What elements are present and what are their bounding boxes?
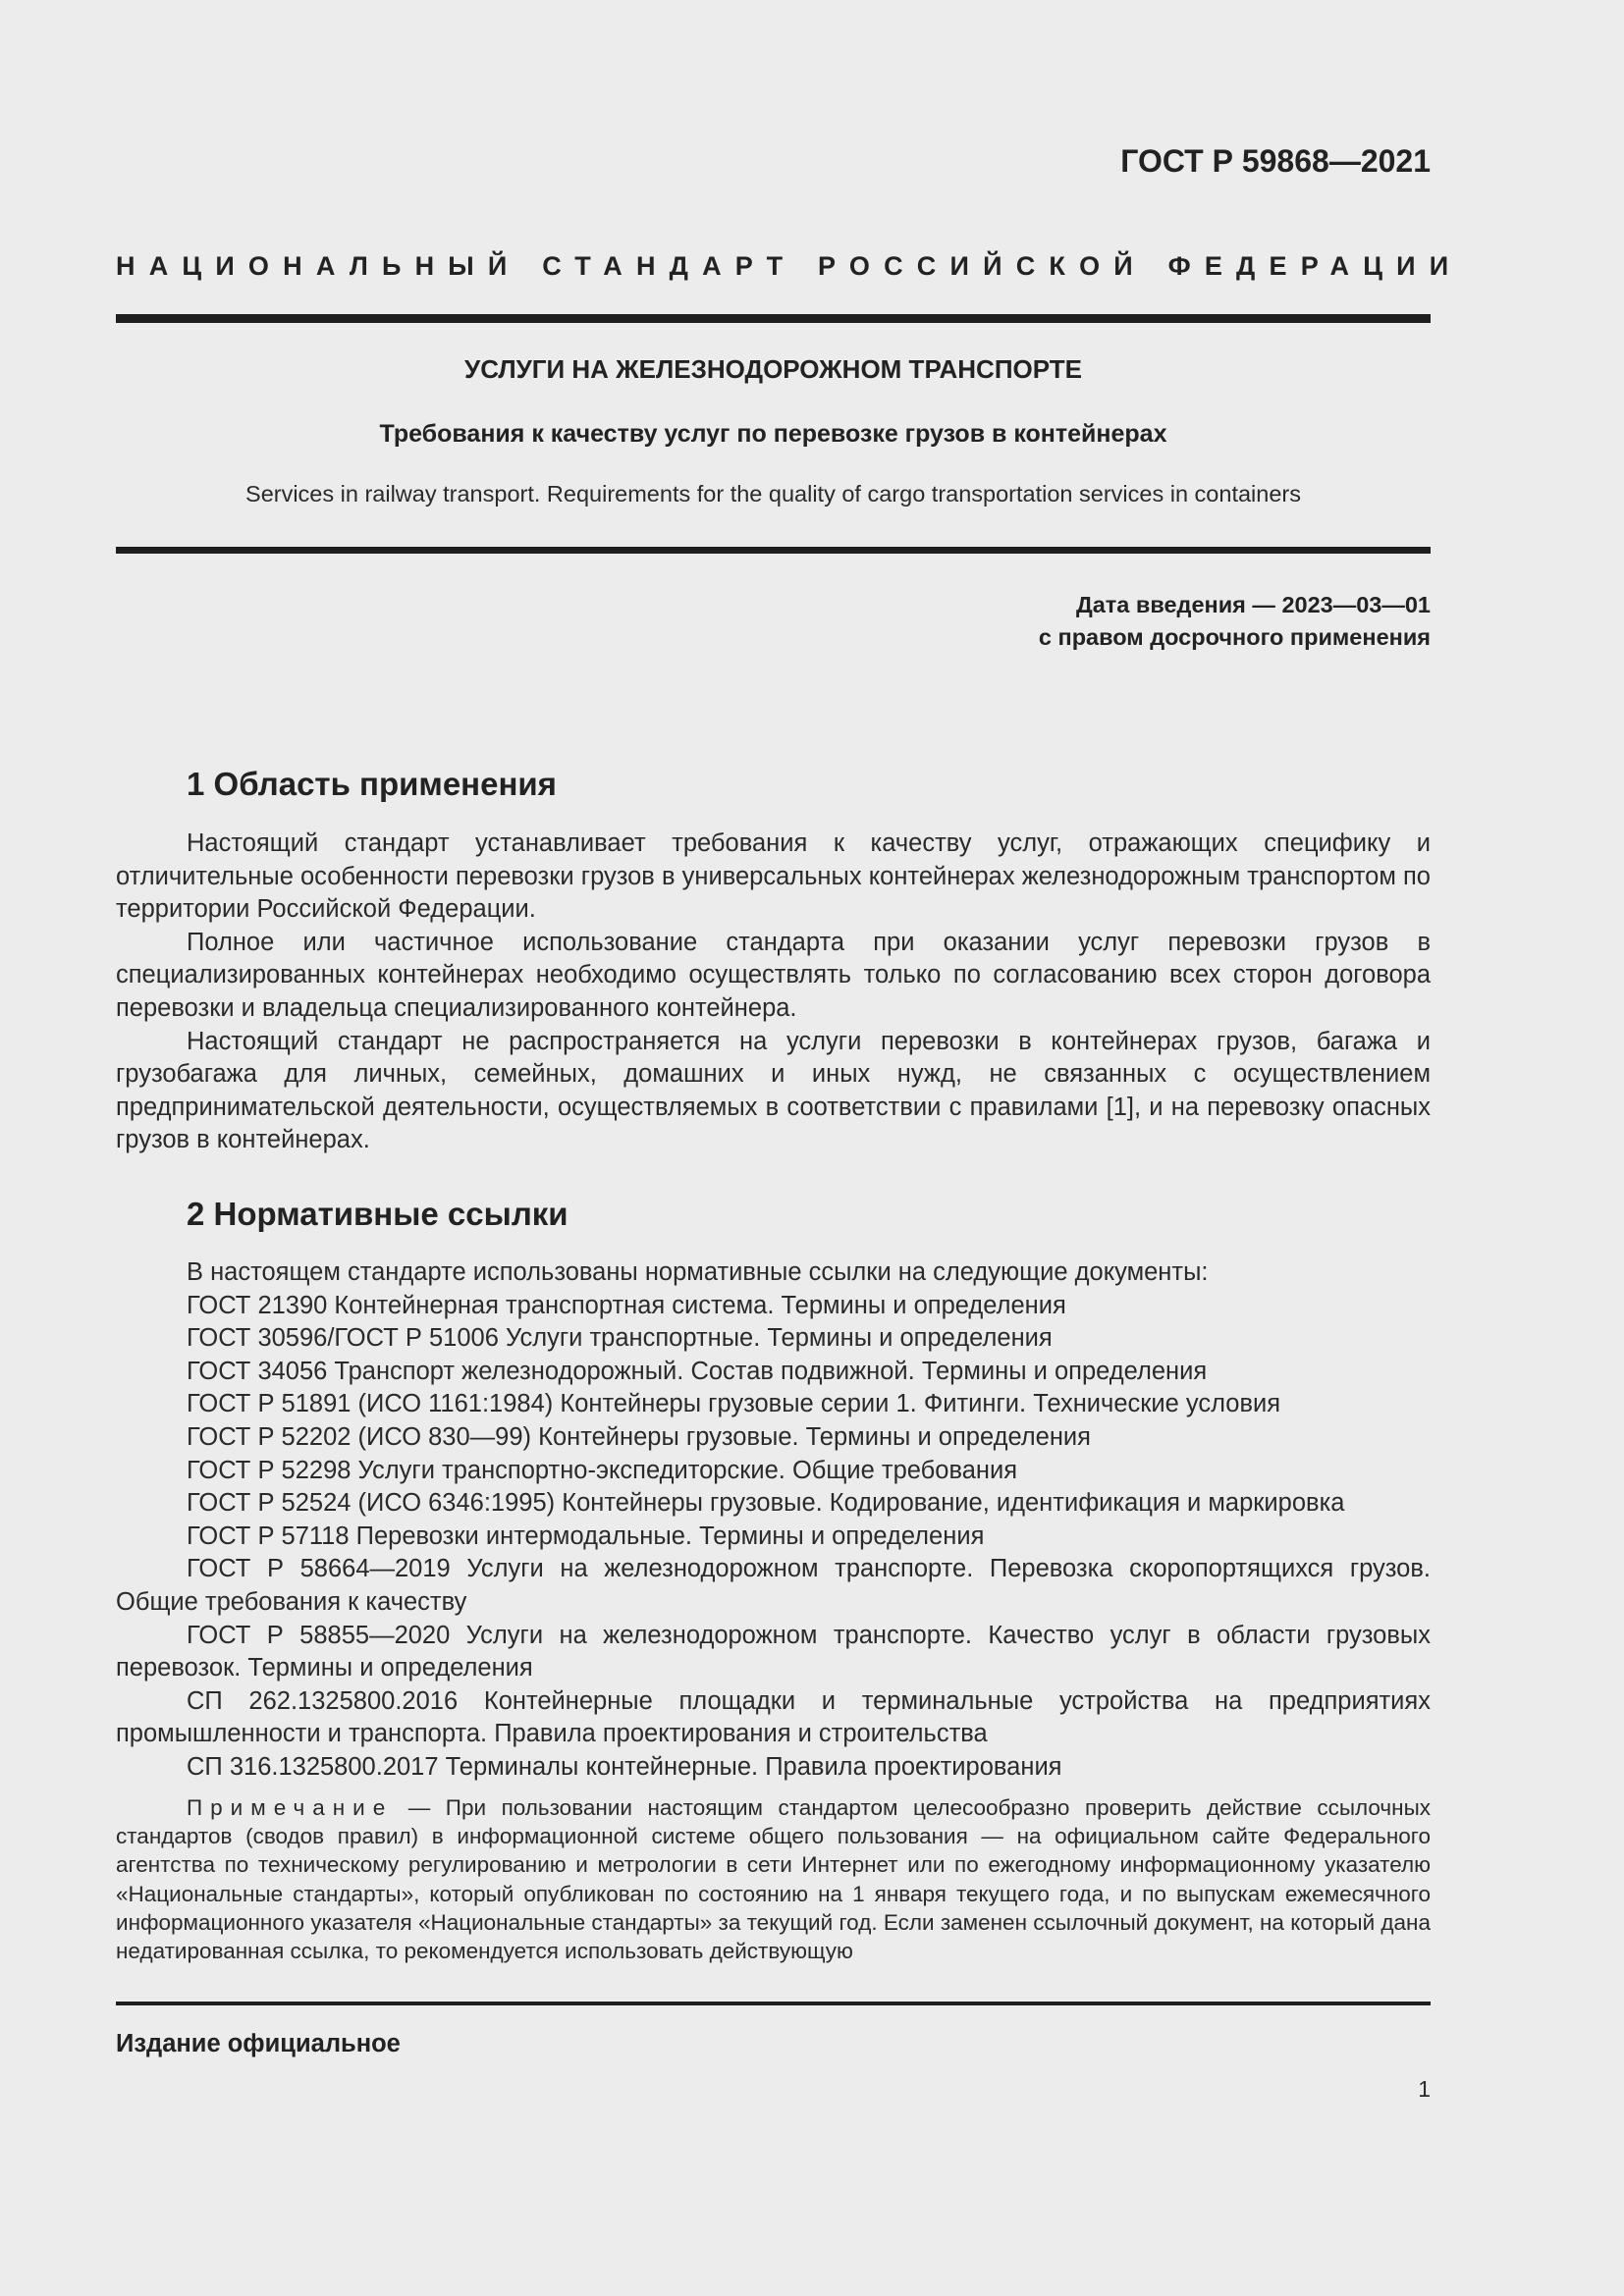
national-standard-banner: НАЦИОНАЛЬНЫЙ СТАНДАРТ РОССИЙСКОЙ ФЕДЕРАЦИИ <box>116 251 1463 281</box>
reference-item: ГОСТ Р 51891 (ИСО 1161:1984) Контейнеры грузовые серии 1. Фитинги. Технические условия <box>187 1390 1281 1418</box>
document-page <box>116 0 1463 2296</box>
references-list <box>116 1256 1431 1785</box>
section-2-heading: 2 Нормативные ссылки <box>187 1196 568 1232</box>
note-text: — При пользовании настоящим стандартом целесообразно проверить действие ссылочных стандартов (сводов правил) в информационной системе общего пользования — на официальном сайте Федерального агентства по техническому регулированию и метрологии в сети Интернет или по ежегодному информационному указателю «Национальные стандарты», который опубликован по состоянию на 1 января текущего года, и по выпускам ежемесячного информационного указателя «Национальные стандарты» за текущий год. Если заменен ссылочный документ, на который дана недатированная ссылка, то рекомендуется использовать действующую <box>116 1795 1431 1964</box>
introduction-date-block <box>1039 589 1431 654</box>
document-title-en: Services in railway transport. Requirements for the quality of cargo transportation services in containers <box>245 481 1301 507</box>
note-label: Примечание <box>187 1795 394 1820</box>
paragraph: Настоящий стандарт устанавливает требования к качеству услуг, отражающих специфику и отличительные особенности перевозки грузов в универсальных контейнерах железнодорожным транспортом по территории Российской Федерации. <box>116 829 1431 924</box>
reference-item: ГОСТ 21390 Контейнерная транспортная система. Термины и определения <box>187 1291 1066 1319</box>
note-block <box>116 1793 1431 1965</box>
reference-item: ГОСТ 34056 Транспорт железнодорожный. Состав подвижной. Термины и определения <box>187 1357 1208 1385</box>
introduction-date: Дата введения — 2023—03—01 <box>1075 592 1431 617</box>
reference-item: ГОСТ Р 52202 (ИСО 830—99) Контейнеры грузовые. Термины и определения <box>187 1422 1091 1451</box>
early-use-note: с правом досрочного применения <box>1038 624 1431 650</box>
reference-item: ГОСТ Р 58664—2019 Услуги на железнодорожном транспорте. Перевозка скоропортящихся грузов. Общие требования к качеству <box>116 1555 1431 1616</box>
reference-item: ГОСТ Р 57118 Перевозки интермодальные. Термины и определения <box>187 1522 985 1550</box>
reference-item: ГОСТ Р 52524 (ИСО 6346:1995) Контейнеры грузовые. Кодирование, идентификация и маркировка <box>187 1489 1345 1518</box>
paragraph: Полное или частичное использование стандарта при оказании услуг перевозки грузов в специализированных контейнерах необходимо осуществлять только по согласованию всех сторон договора перевозки и владельца специализированного контейнера. <box>116 928 1431 1022</box>
divider-title <box>116 547 1431 554</box>
divider-footer <box>116 2002 1431 2005</box>
edition-label: Издание официальное <box>116 2030 401 2057</box>
divider-top <box>116 314 1431 323</box>
reference-item: СП 262.1325800.2016 Контейнерные площадки и терминальные устройства на предприятиях промышленности и транспорта. Правила проектирования и строительства <box>116 1686 1431 1748</box>
gost-code: ГОСТ Р 59868—2021 <box>1120 143 1431 179</box>
document-subtitle: Требования к качеству услуг по перевозке грузов в контейнерах <box>379 420 1167 448</box>
reference-item: ГОСТ 30596/ГОСТ Р 51006 Услуги транспортные. Термины и определения <box>187 1324 1053 1353</box>
reference-item: СП 316.1325800.2017 Терминалы контейнерные. Правила проектирования <box>187 1752 1062 1781</box>
page-number: 1 <box>1418 2076 1431 2102</box>
section-1-body <box>116 828 1431 1157</box>
references-intro: В настоящем стандарте использованы нормативные ссылки на следующие документы: <box>187 1258 1209 1286</box>
reference-item: ГОСТ Р 52298 Услуги транспортно-экспедиторские. Общие требования <box>187 1456 1018 1484</box>
section-1-heading: 1 Область применения <box>187 766 557 802</box>
paragraph: Настоящий стандарт не распространяется на услуги перевозки в контейнерах грузов, багажа и грузобагажа для личных, семейных, домашних и иных нужд, не связанных с осуществлением предпринимательской деятельности, осуществляемых в соответствии с правилами [1], и на перевозку опасных грузов в контейнерах. <box>116 1027 1431 1154</box>
reference-item: ГОСТ Р 58855—2020 Услуги на железнодорожном транспорте. Качество услуг в области грузовых перевозок. Термины и определения <box>116 1621 1431 1682</box>
document-title: УСЛУГИ НА ЖЕЛЕЗНОДОРОЖНОМ ТРАНСПОРТЕ <box>464 354 1082 384</box>
